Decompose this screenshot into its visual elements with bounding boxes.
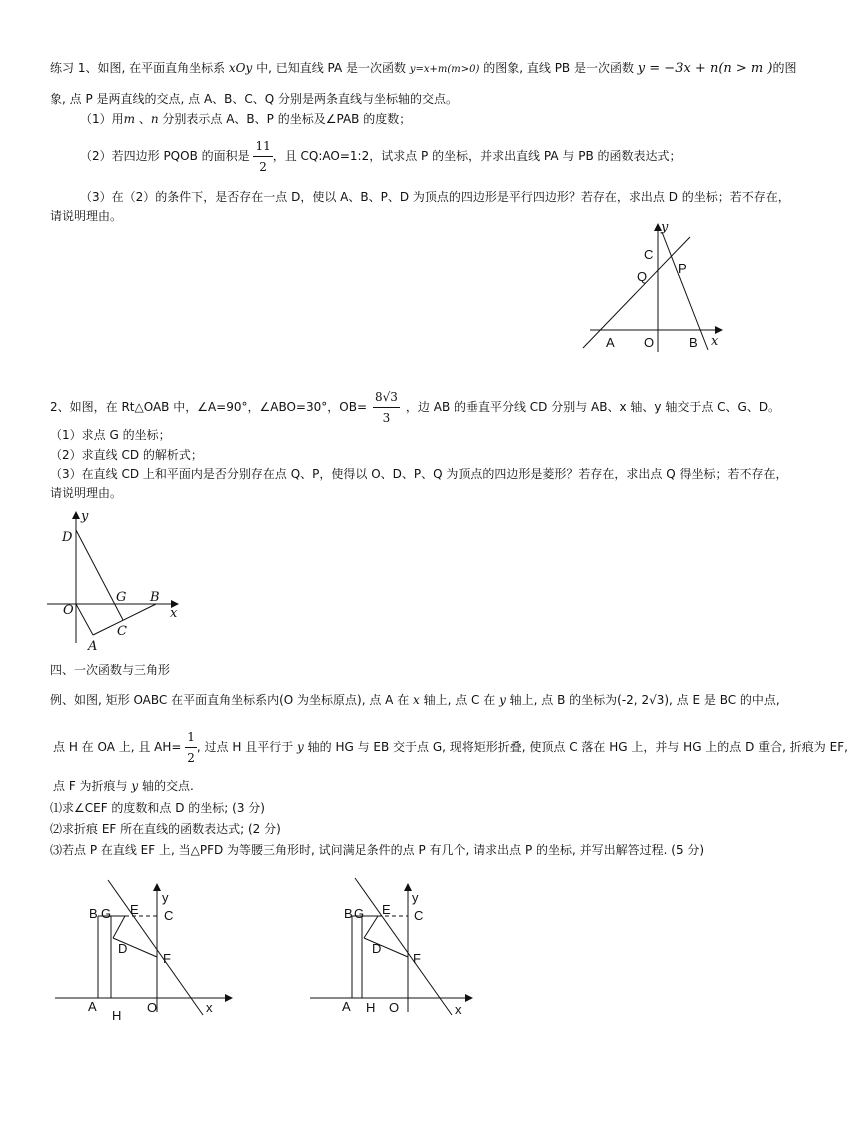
math-pa-function: y=x+m(m>0) [409, 64, 480, 75]
section4-title: 四、一次函数与三角形 [50, 663, 171, 677]
label-b: B [89, 906, 98, 921]
label-y: y [661, 220, 669, 235]
label-a: A [88, 999, 97, 1014]
problem1-q3-line2: 请说明理由。 [50, 209, 123, 223]
label-x: x [206, 1000, 213, 1015]
label-c: C [164, 908, 174, 923]
fraction-denominator: 2 [187, 751, 195, 765]
text: 点 H 在 OA 上, 且 AH= [53, 740, 186, 754]
problem2-q3-line1: （3）在直线 CD 上和平面内是否分别存在点 Q、P，使得以 O、D、P、Q 为顶点的四边形是菱形？若存在，求出点 Q 得坐标；若不存在， [50, 467, 788, 481]
label-h: H [366, 1000, 376, 1015]
label-c: C [117, 624, 127, 639]
fraction-numerator: 8√3 [373, 387, 400, 408]
label-f: F [413, 951, 421, 966]
label-h: H [112, 1008, 122, 1023]
label-b: B [150, 590, 160, 605]
fraction-one-half [185, 727, 197, 768]
label-x: x [711, 334, 719, 349]
text: 2、如图，在 Rt△OAB 中，∠A=90°，∠ABO=30°，OB= [50, 400, 367, 414]
label-g: G [101, 906, 112, 921]
label-a: A [342, 999, 351, 1014]
label-y: y [162, 890, 169, 905]
section4-figure-right [305, 875, 485, 1025]
label-a: A [606, 335, 615, 350]
math-pb-function: y = −3x + n(n > m ) [637, 61, 773, 76]
label-p: P [678, 261, 687, 276]
math-n: n [150, 112, 159, 126]
text: 、 [135, 112, 151, 126]
problem2-q2: （2）求直线 CD 的解析式； [50, 448, 203, 462]
text: 分别表示点 A、B、P 的坐标及∠PAB 的度数； [158, 112, 412, 126]
text: （1）用 [80, 112, 124, 126]
text: 例、如图, 矩形 OABC 在平面直角坐标系内(O 为坐标原点), 点 A 在 [50, 693, 414, 707]
math-m: m [123, 112, 136, 126]
fraction-numerator: 11 [253, 136, 272, 157]
label-x: x [455, 1002, 462, 1017]
label-o: O [644, 335, 655, 350]
text: 练习 1、如图, 在平面直角坐标系 [50, 61, 229, 75]
text: ，且 CQ:AO=1:2，试求点 P 的坐标，并求出直线 PA 与 PB 的函数表达式； [272, 149, 682, 163]
text: 中, 已知直线 PA 是一次函数 [252, 61, 410, 75]
segment-oa [76, 604, 93, 635]
problem1-q3-line1: （3）在（2）的条件下，是否存在一点 D，使以 A、B、P、D 为顶点的四边形是平行四边形？若存在，求出点 D 的坐标；若不存在， [80, 190, 790, 204]
line-cd [76, 530, 123, 620]
text: 点 F 为折痕与 [53, 779, 132, 793]
problem2-stem [50, 385, 780, 429]
line-ef [355, 878, 452, 1015]
problem2-figure [40, 505, 190, 655]
text: 轴上, 点 B 的坐标为(-2, 2√3), 点 E 是 BC 的中点, [505, 693, 780, 707]
label-y: y [81, 509, 89, 524]
fraction-numerator: 1 [185, 727, 197, 748]
label-o: O [147, 1000, 158, 1015]
text: ，边 AB 的垂直平分线 CD 分别与 AB、x 轴、y 轴交于点 C、G、D。 [405, 400, 781, 414]
math-x: x [413, 693, 420, 707]
label-o: O [63, 603, 74, 618]
segment-ed [113, 916, 125, 938]
segment-ed [364, 916, 378, 938]
fraction-11-2 [253, 136, 272, 177]
label-d: D [118, 941, 128, 956]
label-e: E [382, 902, 391, 917]
text: 轴上, 点 C 在 [419, 693, 500, 707]
section4-figure-left [50, 875, 250, 1025]
label-g: G [116, 590, 127, 605]
label-b: B [344, 906, 353, 921]
text: , 过点 H 且平行于 [196, 740, 298, 754]
problem1-figure [575, 215, 725, 355]
math-y: y [499, 693, 506, 707]
label-e: E [130, 902, 139, 917]
label-x: x [170, 606, 178, 621]
text: 轴的交点. [138, 779, 194, 793]
fraction-denominator: 2 [259, 160, 267, 174]
label-d: D [62, 530, 73, 545]
label-y: y [412, 890, 419, 905]
math-xoy: xOy [228, 61, 253, 75]
problem2-q3-line2: 请说明理由。 [50, 486, 123, 500]
problem1-q1 [80, 111, 411, 127]
text: （2）若四边形 PQOB 的面积是 [80, 149, 254, 163]
section4-q1: ⑴求∠CEF 的度数和点 D 的坐标; (3 分) [50, 801, 265, 815]
line-pb [662, 232, 708, 350]
section4-example-line1 [50, 692, 780, 708]
label-c: C [414, 908, 424, 923]
math-y: y [297, 740, 304, 754]
fraction-denominator: 3 [382, 411, 391, 425]
math-y: y [131, 779, 139, 793]
section4-example-line3 [53, 778, 194, 794]
label-f: F [163, 951, 171, 966]
problem1-line2: 象, 点 P 是两直线的交点, 点 A、B、C、Q 分别是两条直线与坐标轴的交点。 [50, 92, 459, 106]
section4-q2: ⑵求折痕 EF 所在直线的函数表达式; (2 分) [50, 822, 281, 836]
text: 轴的 HG 与 EB 交于点 G, 现将矩形折叠, 使顶点 C 落在 HG 上，并与 HG 上的点 D 重合, 折痕为 EF, [303, 740, 848, 754]
label-d: D [372, 941, 382, 956]
section4-example-line2 [53, 726, 848, 768]
problem1-q2 [80, 135, 682, 177]
text: 的图象, 直线 PB 是一次函数 [479, 61, 638, 75]
label-b: B [689, 335, 698, 350]
label-a: A [88, 639, 98, 654]
label-c: C [644, 247, 654, 262]
label-g: G [354, 906, 365, 921]
fraction-ob [373, 387, 400, 428]
text: 的图 [772, 61, 797, 75]
label-q: Q [637, 269, 648, 284]
problem2-q1: （1）求点 G 的坐标； [50, 428, 171, 442]
segment-df [364, 938, 408, 957]
problem1-line1 [50, 60, 796, 78]
line-pa [583, 237, 690, 348]
label-o: O [389, 1000, 400, 1015]
section4-q3: ⑶若点 P 在直线 EF 上, 当△PFD 为等腰三角形时, 试问满足条件的点 P 有几个, 请求出点 P 的坐标, 并写出解答过程. (5 分) [50, 843, 705, 857]
